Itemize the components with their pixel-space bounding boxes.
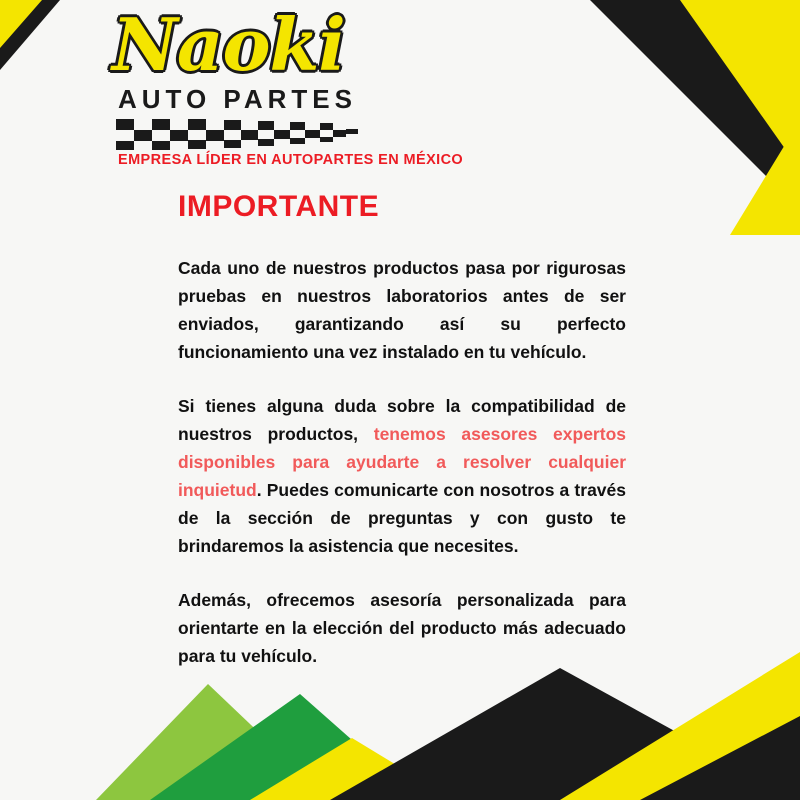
notice-paragraph-2-highlight: tenemos asesores expertos disponibles para ayudarte a resolver cualquier inquietud <box>178 424 626 500</box>
notice-paragraph-3: Además, ofrecemos asesoría personalizada para orientarte en la elección del producto más adecuado para tu vehículo. <box>178 590 626 666</box>
corner-decoration-top-left-yellow <box>0 0 42 48</box>
brand-tagline: EMPRESA LÍDER EN AUTOPARTES EN MÉXICO <box>118 152 464 168</box>
brand-name: Naoki <box>112 2 345 87</box>
notice-heading: IMPORTANTE <box>178 190 380 223</box>
notice-paragraph-2-part-1: Si tienes alguna duda sobre la compatibilidad de nuestros productos, <box>178 396 626 444</box>
brand-subtitle: AUTO PARTES <box>118 84 357 114</box>
corner-decoration-top-right-yellow-lower <box>730 120 800 235</box>
notice-paragraph-1: Cada uno de nuestros productos pasa por rigurosas pruebas en nuestros laboratorios antes de ser enviados, garantizando así su perfecto funcionamiento una vez instalado en tu vehículo. <box>178 258 626 362</box>
notice-paragraph-2 <box>178 392 626 560</box>
notice-content <box>178 190 626 670</box>
notice-paragraph-2-part-2: . Puedes comunicarte con nosotros a través de la sección de preguntas y con gusto te brindaremos la asistencia que necesites. <box>178 480 626 556</box>
bottom-decoration <box>0 630 800 800</box>
checkered-flag-icon <box>116 117 366 151</box>
brand-logo <box>112 2 512 155</box>
